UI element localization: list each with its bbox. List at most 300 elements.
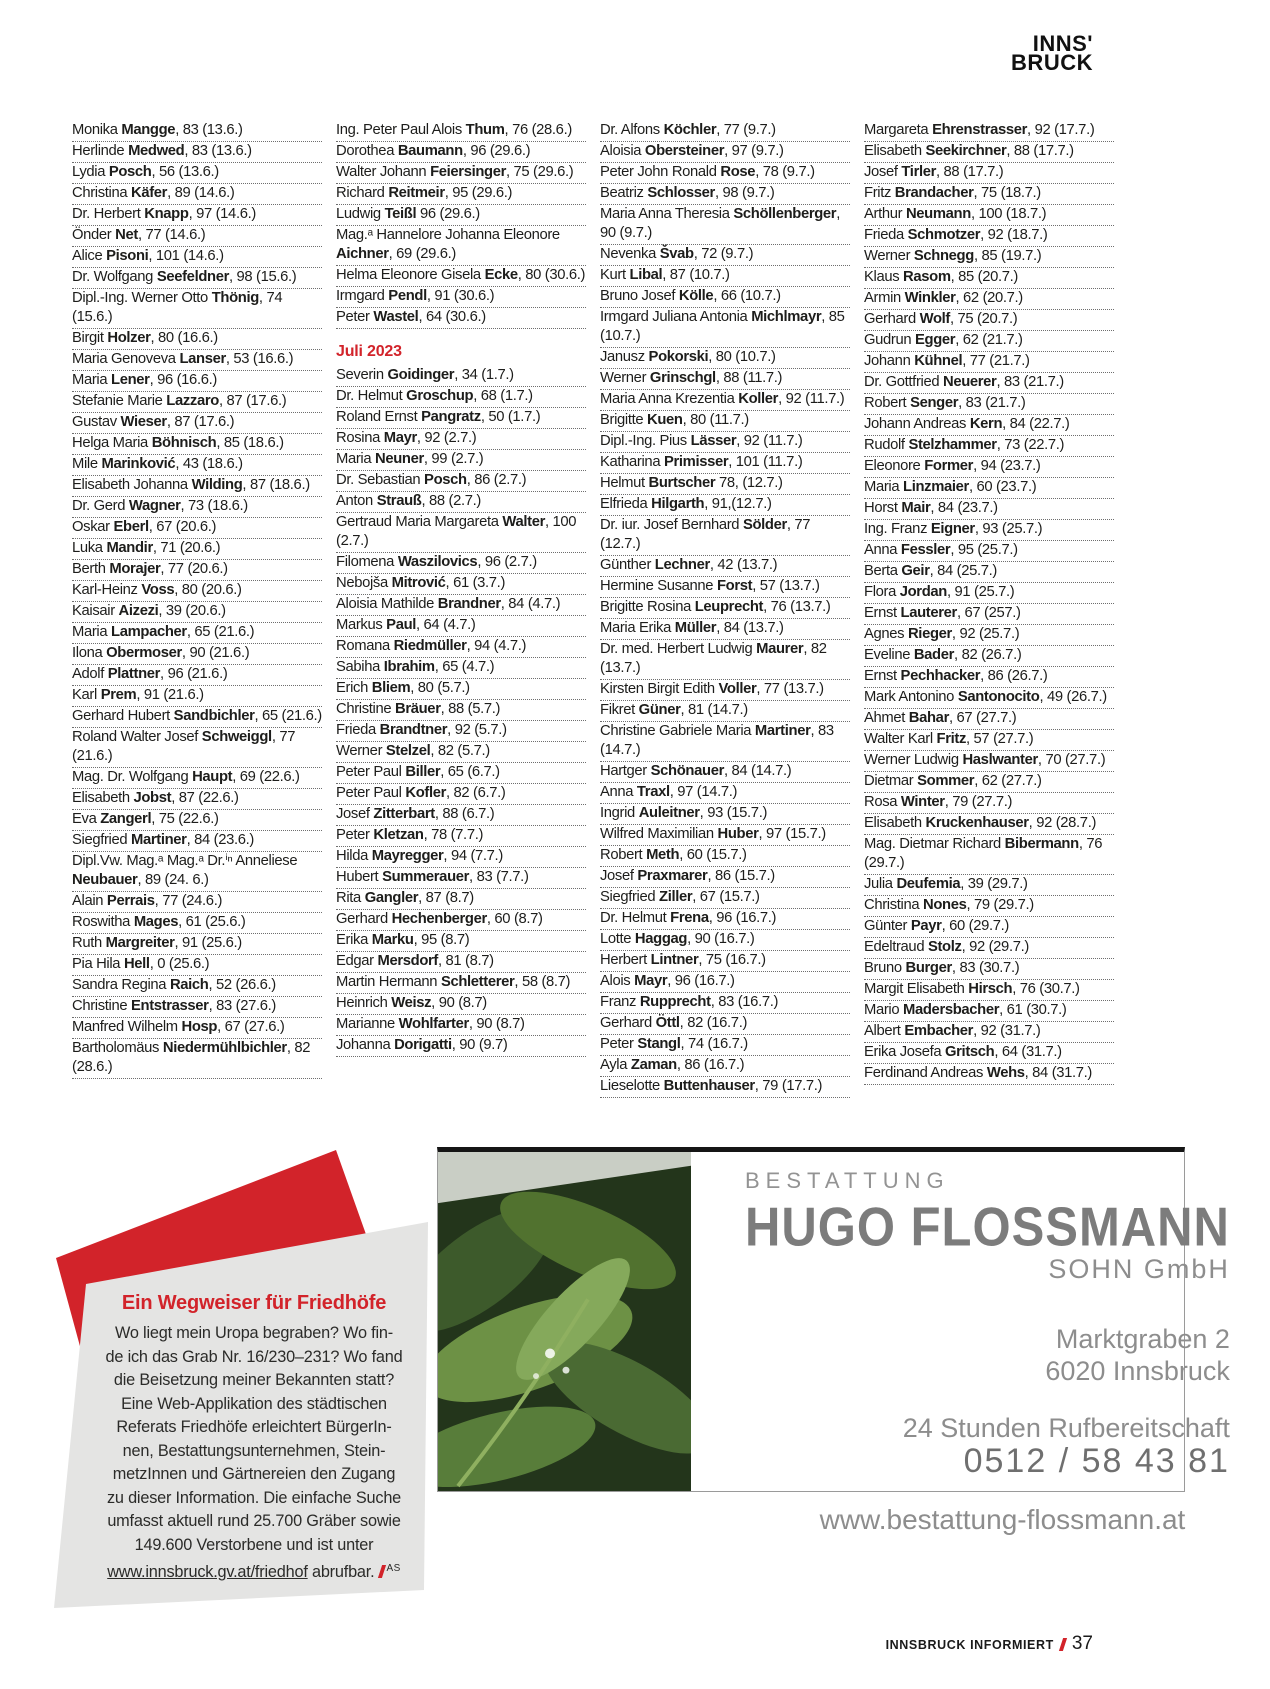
surname: Wohlfarter — [398, 1016, 469, 1032]
surname: Neuner — [375, 451, 424, 467]
surname: Haupt — [192, 769, 233, 785]
obituary-entry: Edeltraud Stolz, 92 (29.7.) — [864, 938, 1114, 959]
obituary-entry: Rudolf Stelzhammer, 73 (22.7.) — [864, 436, 1114, 457]
surname: Posch — [424, 472, 467, 488]
surname: Linzmaier — [903, 479, 969, 495]
surname: Schmotzer — [907, 227, 981, 243]
obituary-entry: Dr. Wolfgang Seefeldner, 98 (15.6.) — [72, 268, 322, 289]
surname: Summerauer — [382, 869, 470, 885]
obituary-entry: Helga Maria Böhnisch, 85 (18.6.) — [72, 434, 322, 455]
innsbruck-logo — [1011, 31, 1093, 75]
info-box-line: Eine Web-Applikation des städtischen — [121, 1394, 387, 1413]
obituary-entry: Dipl.-Ing. Werner Otto Thönig, 74 (15.6.) — [72, 289, 322, 329]
obituary-entry: Hermine Susanne Forst, 57 (13.7.) — [600, 577, 850, 598]
obituary-entry: Christine Bräuer, 88 (5.7.) — [336, 700, 586, 721]
surname: Seekirchner — [925, 143, 1007, 159]
page-footer — [886, 1633, 1093, 1655]
surname: Strauß — [376, 493, 422, 509]
obituary-entry: Adolf Plattner, 96 (21.6.) — [72, 665, 322, 686]
obituary-entry: Julia Deufemia, 39 (29.7.) — [864, 875, 1114, 896]
surname: Riedmüller — [393, 638, 467, 654]
surname: Michlmayr — [751, 309, 822, 325]
surname: Mersdorf — [377, 953, 439, 969]
obituary-entry: Hartger Schönauer, 84 (14.7.) — [600, 762, 850, 783]
footer-brand: INNSBRUCK INFORMIERT — [885, 1638, 1054, 1652]
obituary-entry: Fikret Güner, 81 (14.7.) — [600, 701, 850, 722]
obituary-entry: Walter Johann Feiersinger, 75 (29.6.) — [336, 163, 586, 184]
obituary-entry: Dr. Helmut Groschup, 68 (1.7.) — [336, 387, 586, 408]
surname: Groschup — [406, 388, 474, 404]
obituary-entry: Roland Walter Josef Schweiggl, 77 (21.6.) — [72, 728, 322, 768]
surname: Marinković — [101, 456, 176, 472]
surname: Kühnel — [914, 353, 963, 369]
surname: Sommer — [917, 773, 975, 789]
obituary-entry: Robert Meth, 60 (15.7.) — [600, 846, 850, 867]
surname: Zangerl — [100, 811, 152, 827]
obituary-entry: Johann Andreas Kern, 84 (22.7.) — [864, 415, 1114, 436]
obituary-entry: Christine Gabriele Maria Martiner, 83 (14.7.) — [600, 722, 850, 762]
surname: Öttl — [655, 1015, 680, 1031]
surname: Lechner — [654, 557, 710, 573]
obituary-entry: Aloisia Mathilde Brandner, 84 (4.7.) — [336, 595, 586, 616]
surname: Jordan — [899, 584, 947, 600]
month-heading: Juli 2023 — [336, 343, 402, 360]
surname: Hilgarth — [651, 496, 705, 512]
obituary-entry: Frieda Brandtner, 92 (5.7.) — [336, 721, 586, 742]
surname: Meth — [646, 847, 680, 863]
surname: Burger — [905, 960, 952, 976]
surname: Martiner — [754, 723, 811, 739]
obituary-entry: Dietmar Sommer, 62 (27.7.) — [864, 772, 1114, 793]
surname: Pokorski — [648, 349, 709, 365]
obituary-column — [600, 121, 850, 1098]
surname: Koller — [738, 391, 779, 407]
obituary-entry: Ruth Margreiter, 91 (25.6.) — [72, 934, 322, 955]
obituary-entry: Gerhard Wolf, 75 (20.7.) — [864, 310, 1114, 331]
obituary-entry: Alice Pisoni, 101 (14.6.) — [72, 247, 322, 268]
obituary-entry: Bruno Josef Kölle, 66 (10.7.) — [600, 287, 850, 308]
surname: Sölder — [742, 517, 787, 533]
surname: Stelzhammer — [908, 437, 997, 453]
obituary-entry: Kirsten Birgit Edith Voller, 77 (13.7.) — [600, 680, 850, 701]
obituary-entry: Günther Lechner, 42 (13.7.) — [600, 556, 850, 577]
obituary-entry: Dr. Herbert Knapp, 97 (14.6.) — [72, 205, 322, 226]
ad-address-line1: Marktgraben 2 — [1055, 1324, 1230, 1354]
surname: Švab — [659, 246, 694, 262]
obituary-entry: Ilona Obermoser, 90 (21.6.) — [72, 644, 322, 665]
info-box-body — [78, 1322, 430, 1557]
obituary-entry: Nevenka Švab, 72 (9.7.) — [600, 245, 850, 266]
obituary-entry: Mag. Dietmar Richard Bibermann, 76 (29.7.) — [864, 835, 1114, 875]
ad-subbrand: SOHN GmbH — [1048, 1254, 1230, 1284]
obituary-entry: Elisabeth Seekirchner, 88 (17.7.) — [864, 142, 1114, 163]
obituary-entry: Elisabeth Kruckenhauser, 92 (28.7.) — [864, 814, 1114, 835]
surname: Obersteiner — [644, 143, 725, 159]
obituary-entry: Mag. Dr. Wolfgang Haupt, 69 (22.6.) — [72, 768, 322, 789]
page-number: 37 — [1071, 1633, 1093, 1654]
surname: Walter — [502, 514, 545, 530]
surname: Stolz — [927, 939, 962, 955]
surname: Mayr — [383, 430, 417, 446]
obituary-entry: Agnes Rieger, 92 (25.7.) — [864, 625, 1114, 646]
obituary-entry: Rosa Winter, 79 (27.7.) — [864, 793, 1114, 814]
surname: Sandbichler — [173, 708, 255, 724]
surname: Kölle — [678, 288, 714, 304]
obituary-entry: Peter Paul Kofler, 82 (6.7.) — [336, 784, 586, 805]
cemetery-info-box — [36, 1138, 466, 1618]
surname: Hirsch — [968, 981, 1013, 997]
surname: Kern — [969, 416, 1003, 432]
red-slash-mark — [1059, 1638, 1067, 1651]
obituary-entry: Christina Nones, 79 (29.7.) — [864, 896, 1114, 917]
after-link-text: abrufbar. — [307, 1563, 375, 1581]
ad-address — [745, 1323, 1230, 1387]
obituary-entry: Dr. Gottfried Neuerer, 83 (21.7.) — [864, 373, 1114, 394]
ad-text-area — [691, 1152, 1244, 1535]
surname: Brandtner — [379, 722, 448, 738]
obituary-entry: Luka Mandir, 71 (20.6.) — [72, 539, 322, 560]
obituary-entry: Ferdinand Andreas Wehs, 84 (31.7.) — [864, 1064, 1114, 1085]
surname: Santonocito — [957, 689, 1040, 705]
surname: Ziller — [659, 889, 693, 905]
obituary-entry: Eva Zangerl, 75 (22.6.) — [72, 810, 322, 831]
surname: Forst — [716, 578, 753, 594]
surname: Deufemia — [896, 876, 961, 892]
surname: Raich — [169, 977, 209, 993]
surname: Entstrasser — [131, 998, 209, 1014]
obituary-entry: Herlinde Medwed, 83 (13.6.) — [72, 142, 322, 163]
obituary-entry: Dr. iur. Josef Bernhard Sölder, 77 (12.7.) — [600, 516, 850, 556]
obituary-entry: Karl Prem, 91 (21.6.) — [72, 686, 322, 707]
obituary-entry: Roswitha Mages, 61 (25.6.) — [72, 913, 322, 934]
obituary-entry: Berta Geir, 84 (25.7.) — [864, 562, 1114, 583]
obituary-entry: Maria Anna Theresia Schöllenberger, 90 (9.7.) — [600, 205, 850, 245]
surname: Stangl — [637, 1036, 681, 1052]
obituary-entry: Maria Anna Krezentia Koller, 92 (11.7.) — [600, 390, 850, 411]
obituary-entry: Lieselotte Buttenhauser, 79 (17.7.) — [600, 1077, 850, 1098]
surname: Bräuer — [395, 701, 441, 717]
surname: Fritz — [936, 731, 967, 747]
obituary-entry: Peter Kletzan, 78 (7.7.) — [336, 826, 586, 847]
surname: Burtscher — [648, 475, 716, 491]
surname: Morajer — [109, 561, 161, 577]
obituary-entry: Kaisair Aizezi, 39 (20.6.) — [72, 602, 322, 623]
surname: Rupprecht — [639, 994, 711, 1010]
obituary-entry: Stefanie Marie Lazzaro, 87 (17.6.) — [72, 392, 322, 413]
surname: Brandner — [437, 596, 501, 612]
obituary-entry: Berth Morajer, 77 (20.6.) — [72, 560, 322, 581]
obituary-entry: Dr. med. Herbert Ludwig Maurer, 82 (13.7.) — [600, 640, 850, 680]
surname: Lazzaro — [166, 393, 219, 409]
obituary-entry: Margareta Ehrenstrasser, 92 (17.7.) — [864, 121, 1114, 142]
obituary-entry: Alois Mayr, 96 (16.7.) — [600, 972, 850, 993]
obituary-entry: Eveline Bader, 82 (26.7.) — [864, 646, 1114, 667]
surname: Aizezi — [118, 603, 159, 619]
obituary-entry: Ayla Zaman, 86 (16.7.) — [600, 1056, 850, 1077]
ad-brand-logo: HUGO FLOSSMANN — [745, 1197, 1230, 1258]
obituary-entry: Monika Mangge, 83 (13.6.) — [72, 121, 322, 142]
surname: Pendl — [388, 288, 427, 304]
obituary-entry: Bruno Burger, 83 (30.7.) — [864, 959, 1114, 980]
surname: Zitterbart — [373, 806, 435, 822]
obituary-entry: Dr. Helmut Frena, 96 (16.7.) — [600, 909, 850, 930]
obituary-entry: Nebojša Mitrović, 61 (3.7.) — [336, 574, 586, 595]
logo-line-2: BRUCK — [1011, 50, 1093, 75]
surname: Schnegg — [913, 248, 974, 264]
obituary-entry: Maria Genoveva Lanser, 53 (16.6.) — [72, 350, 322, 371]
surname: Mangge — [121, 122, 176, 138]
surname: Knapp — [144, 206, 189, 222]
surname: Weisz — [391, 995, 432, 1011]
surname: Mair — [901, 500, 931, 516]
obituary-column — [864, 121, 1114, 1085]
surname: Hell — [123, 956, 150, 972]
ad-website: www.bestattung-flossmann.at — [819, 1504, 1186, 1535]
surname: Müller — [674, 620, 717, 636]
obituary-entry: Dr. Alfons Köchler, 77 (9.7.) — [600, 121, 850, 142]
surname: Voller — [718, 681, 757, 697]
surname: Thum — [465, 122, 505, 138]
surname: Kofler — [405, 785, 447, 801]
surname: Geir — [901, 563, 930, 579]
obituary-entry: Peter Wastel, 64 (30.6.) — [336, 308, 586, 329]
surname: Pechhacker — [900, 668, 981, 684]
surname: Grinschgl — [649, 370, 716, 386]
obituary-entry: Marianne Wohlfarter, 90 (8.7) — [336, 1015, 586, 1036]
obituary-entry: Fritz Brandacher, 75 (18.7.) — [864, 184, 1114, 205]
info-box-line: 149.600 Verstorbene und ist unter — [134, 1535, 374, 1554]
obituary-entry: Lydia Posch, 56 (13.6.) — [72, 163, 322, 184]
obituary-entry: Siegfried Martiner, 84 (23.6.) — [72, 831, 322, 852]
info-box-line: metzInnen und Gärtnereien den Zugang — [112, 1465, 396, 1483]
surname: Winter — [900, 794, 945, 810]
surname: Neumann — [905, 206, 971, 222]
obituary-entry: Gustav Wieser, 87 (17.6.) — [72, 413, 322, 434]
surname: Auleitner — [638, 805, 700, 821]
surname: Wolf — [919, 311, 950, 327]
obituary-columns — [72, 121, 1114, 1098]
obituary-entry: Helmut Burtscher 78, (12.7.) — [600, 474, 850, 495]
surname: Böhnisch — [151, 435, 217, 451]
surname: Schletterer — [440, 974, 515, 990]
surname: Tirler — [901, 164, 937, 180]
obituary-entry: Dorothea Baumann, 96 (29.6.) — [336, 142, 586, 163]
obituary-entry: Werner Grinschgl, 88 (11.7.) — [600, 369, 850, 390]
surname: Bliem — [371, 680, 411, 696]
obituary-entry: Richard Reitmeir, 95 (29.6.) — [336, 184, 586, 205]
obituary-entry: Dr. Gerd Wagner, 73 (18.6.) — [72, 497, 322, 518]
surname: Pangratz — [421, 409, 481, 425]
info-box-line: umfasst aktuell rund 25.700 Gräber sowie — [107, 1512, 401, 1530]
surname: Baumann — [397, 143, 463, 159]
surname: Biller — [405, 764, 441, 780]
surname: Rieger — [907, 626, 952, 642]
surname: Marku — [371, 932, 414, 948]
obituary-entry: Lotte Haggag, 90 (16.7.) — [600, 930, 850, 951]
obituary-entry: Josef Zitterbart, 88 (6.7.) — [336, 805, 586, 826]
obituary-entry: Maria Erika Müller, 84 (13.7.) — [600, 619, 850, 640]
obituary-entry: Bartholomäus Niedermühlbichler, 82 (28.6.) — [72, 1039, 322, 1079]
surname: Goidinger — [387, 367, 455, 383]
surname: Payr — [910, 918, 942, 934]
surname: Mayr — [634, 973, 668, 989]
obituary-entry: Gerhard Öttl, 82 (16.7.) — [600, 1014, 850, 1035]
surname: Gangler — [364, 890, 419, 906]
surname: Reitmeir — [388, 185, 445, 201]
obituary-entry: Dr. Sebastian Posch, 86 (2.7.) — [336, 471, 586, 492]
obituary-entry: Mario Madersbacher, 61 (30.7.) — [864, 1001, 1114, 1022]
obituary-entry: Erika Marku, 95 (8.7) — [336, 931, 586, 952]
surname: Haggag — [634, 931, 688, 947]
obituary-column — [72, 121, 322, 1079]
obituary-entry: Filomena Waszilovics, 96 (2.7.) — [336, 553, 586, 574]
obituary-entry: Brigitte Kuen, 80 (11.7.) — [600, 411, 850, 432]
obituary-entry: Beatriz Schlosser, 98 (9.7.) — [600, 184, 850, 205]
obituary-entry: Hilda Mayregger, 94 (7.7.) — [336, 847, 586, 868]
obituary-entry: Dipl.-Ing. Pius Lässer, 92 (11.7.) — [600, 432, 850, 453]
info-box-line: Referats Friedhöfe erleichtert BürgerIn- — [116, 1418, 392, 1436]
surname: Buttenhauser — [663, 1078, 755, 1094]
surname: Perrais — [106, 893, 155, 909]
surname: Libal — [629, 267, 663, 283]
surname: Huber — [717, 826, 759, 842]
surname: Neuerer — [942, 374, 997, 390]
surname: Ecke — [484, 267, 518, 283]
obituary-entry: Gertraud Maria Margareta Walter, 100 (2.7.) — [336, 513, 586, 553]
obituary-entry: Peter Stangl, 74 (16.7.) — [600, 1035, 850, 1056]
obituary-entry: Wilfred Maximilian Huber, 97 (15.7.) — [600, 825, 850, 846]
surname: Maurer — [756, 641, 804, 657]
obituary-entry: Edgar Mersdorf, 81 (8.7) — [336, 952, 586, 973]
obituary-entry: Önder Net, 77 (14.6.) — [72, 226, 322, 247]
obituary-entry: Manfred Wilhelm Hosp, 67 (27.6.) — [72, 1018, 322, 1039]
obituary-entry: Heinrich Weisz, 90 (8.7) — [336, 994, 586, 1015]
obituary-entry: Maria Neuner, 99 (2.7.) — [336, 450, 586, 471]
info-box-last-line — [78, 1557, 430, 1585]
surname: Schönauer — [650, 763, 724, 779]
obituary-entry: Brigitte Rosina Leuprecht, 76 (13.7.) — [600, 598, 850, 619]
obituary-entry: Erich Bliem, 80 (5.7.) — [336, 679, 586, 700]
obituary-column — [336, 121, 586, 1057]
surname: Wehs — [986, 1065, 1025, 1081]
surname: Hosp — [181, 1019, 218, 1035]
surname: Wagner — [128, 498, 181, 514]
obituary-entry: Flora Jordan, 91 (25.7.) — [864, 583, 1114, 604]
obituary-entry: Sandra Regina Raich, 52 (26.6.) — [72, 976, 322, 997]
surname: Lintner — [650, 952, 699, 968]
surname: Embacher — [904, 1023, 974, 1039]
obituary-entry: Herbert Lintner, 75 (16.7.) — [600, 951, 850, 972]
obituary-entry: Siegfried Ziller, 67 (15.7.) — [600, 888, 850, 909]
obituary-entry: Klaus Rasom, 85 (20.7.) — [864, 268, 1114, 289]
surname: Käfer — [131, 185, 168, 201]
surname: Kuen — [647, 412, 683, 428]
surname: Primisser — [663, 454, 729, 470]
obituary-entry: Ludwig Teißl 96 (29.6.) — [336, 205, 586, 226]
surname: Mages — [133, 914, 179, 930]
obituary-entry: Martin Hermann Schletterer, 58 (8.7) — [336, 973, 586, 994]
obituary-entry: Frieda Schmotzer, 92 (18.7.) — [864, 226, 1114, 247]
obituary-entry: Margit Elisabeth Hirsch, 76 (30.7.) — [864, 980, 1114, 1001]
surname: Senger — [910, 395, 959, 411]
obituary-entry: Markus Paul, 64 (4.7.) — [336, 616, 586, 637]
obituary-entry: Karl-Heinz Voss, 80 (20.6.) — [72, 581, 322, 602]
obituary-entry: Elisabeth Jobst, 87 (22.6.) — [72, 789, 322, 810]
info-box-content — [78, 1290, 430, 1585]
surname: Lauterer — [900, 605, 957, 621]
obituary-entry: Walter Karl Fritz, 57 (27.7.) — [864, 730, 1114, 751]
obituary-entry: Ing. Peter Paul Alois Thum, 76 (28.6.) — [336, 121, 586, 142]
surname: Rose — [720, 164, 756, 180]
author-initials: AS — [386, 1563, 401, 1574]
obituary-entry: Ahmet Bahar, 67 (27.7.) — [864, 709, 1114, 730]
obituary-entry: Gerhard Hubert Sandbichler, 65 (21.6.) — [72, 707, 322, 728]
obituary-entry: Elisabeth Johanna Wilding, 87 (18.6.) — [72, 476, 322, 497]
obituary-entry: Gudrun Egger, 62 (21.7.) — [864, 331, 1114, 352]
surname: Ibrahim — [383, 659, 435, 675]
surname: Brandacher — [894, 185, 974, 201]
obituary-entry: Werner Ludwig Haslwanter, 70 (27.7.) — [864, 751, 1114, 772]
surname: Neubauer — [72, 872, 138, 888]
obituary-entry: Mark Antonino Santonocito, 49 (26.7.) — [864, 688, 1114, 709]
obituary-entry: Elfrieda Hilgarth, 91,(12.7.) — [600, 495, 850, 516]
obituary-entry: Ing. Franz Eigner, 93 (25.7.) — [864, 520, 1114, 541]
surname: Egger — [915, 332, 956, 348]
surname: Nones — [923, 897, 967, 913]
surname: Net — [115, 227, 138, 243]
obituary-entry: Rita Gangler, 87 (8.7) — [336, 889, 586, 910]
obituary-entry: Werner Stelzel, 82 (5.7.) — [336, 742, 586, 763]
obituary-entry: Johann Kühnel, 77 (21.7.) — [864, 352, 1114, 373]
surname: Niedermühlbichler — [162, 1040, 287, 1056]
surname: Wastel — [373, 309, 419, 325]
obituary-entry: Maria Lener, 96 (16.6.) — [72, 371, 322, 392]
obituary-entry: Christine Entstrasser, 83 (27.6.) — [72, 997, 322, 1018]
obituary-entry: Anna Fessler, 95 (25.7.) — [864, 541, 1114, 562]
obituary-entry: Alain Perrais, 77 (24.6.) — [72, 892, 322, 913]
surname: Prem — [100, 687, 137, 703]
surname: Lampacher — [111, 624, 187, 640]
ad-service-text: 24 Stunden Rufbereitschaft — [902, 1413, 1230, 1443]
leaves-photo — [438, 1152, 691, 1491]
obituary-entry: Erika Josefa Gritsch, 64 (31.7.) — [864, 1043, 1114, 1064]
surname: Schweiggl — [201, 729, 272, 745]
friedhof-link[interactable]: www.innsbruck.gv.at/friedhof — [107, 1563, 308, 1581]
surname: Aichner — [336, 246, 389, 262]
surname: Leuprecht — [694, 599, 764, 615]
obituary-entry: Eleonore Former, 94 (23.7.) — [864, 457, 1114, 478]
surname: Mayregger — [371, 848, 444, 864]
obituary-entry: Rosina Mayr, 92 (2.7.) — [336, 429, 586, 450]
obituary-entry: Romana Riedmüller, 94 (4.7.) — [336, 637, 586, 658]
obituary-entry: Armin Winkler, 62 (20.7.) — [864, 289, 1114, 310]
surname: Waszilovics — [397, 554, 478, 570]
info-box-title: Ein Wegweiser für Friedhöfe — [121, 1292, 387, 1314]
info-box-line: de ich das Grab Nr. 16/230–231? Wo fand — [105, 1347, 403, 1366]
ad-tagline: BESTATTUNG — [745, 1168, 950, 1193]
obituary-entry: Josef Praxmarer, 86 (15.7.) — [600, 867, 850, 888]
obituary-entry: Mile Marinković, 43 (18.6.) — [72, 455, 322, 476]
surname: Güner — [638, 702, 681, 718]
obituary-entry: Irmgard Juliana Antonia Michlmayr, 85 (10.7.) — [600, 308, 850, 348]
surname: Kruckenhauser — [925, 815, 1029, 831]
obituary-entry: Anna Traxl, 97 (14.7.) — [600, 783, 850, 804]
surname: Praxmarer — [637, 868, 708, 884]
obituary-entry: Peter John Ronald Rose, 78 (9.7.) — [600, 163, 850, 184]
obituary-entry: Dipl.Vw. Mag.ᵃ Mag.ᵃ Dr.ⁱⁿ Anneliese Neubauer, 89 (24. 6.) — [72, 852, 322, 892]
surname: Gritsch — [944, 1044, 995, 1060]
obituary-entry: Sabiha Ibrahim, 65 (4.7.) — [336, 658, 586, 679]
